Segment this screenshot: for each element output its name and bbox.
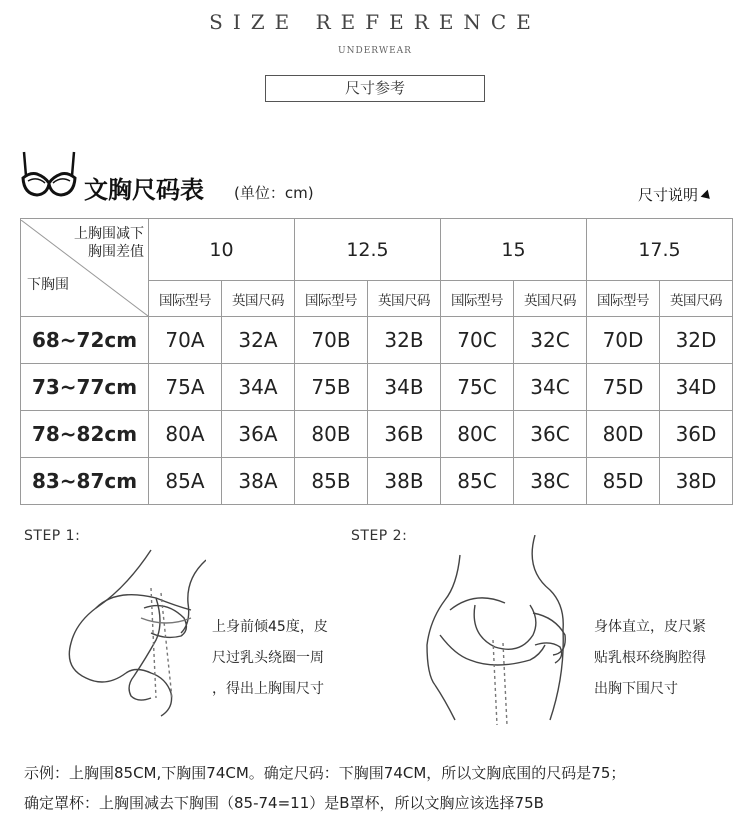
step2-instructions <box>594 612 744 705</box>
size-cell: 75B <box>295 364 368 411</box>
size-note-link[interactable] <box>638 184 712 205</box>
size-cell: 36C <box>514 411 587 458</box>
corner-top-line2: 胸围差值 <box>88 243 144 260</box>
corner-top-line1: 上胸围减下 <box>74 225 144 242</box>
step1-line: 上身前倾45度，皮 <box>212 619 328 635</box>
size-cell: 70B <box>295 317 368 364</box>
step2-line: 身体直立，皮尺紧 <box>594 619 706 635</box>
size-cell: 80D <box>587 411 660 458</box>
size-cell: 38C <box>514 458 587 505</box>
size-cell: 34A <box>222 364 295 411</box>
group-header: 15 <box>441 219 587 281</box>
step1-label: STEP 1: <box>24 528 81 544</box>
size-cell: 70D <box>587 317 660 364</box>
size-cell: 38B <box>368 458 441 505</box>
size-cell: 70A <box>149 317 222 364</box>
table-row <box>21 458 733 505</box>
band-size-cell: 78~82cm <box>21 411 149 458</box>
size-cell: 36B <box>368 411 441 458</box>
size-cell: 85A <box>149 458 222 505</box>
sub-header-uk: 英国尺码 <box>514 281 587 317</box>
size-cell: 32C <box>514 317 587 364</box>
size-cell: 80A <box>149 411 222 458</box>
step2-line: 贴乳根环绕胸腔得 <box>594 650 706 666</box>
table-row <box>21 364 733 411</box>
size-cell: 85B <box>295 458 368 505</box>
bra-icon <box>20 150 78 198</box>
size-cell: 32A <box>222 317 295 364</box>
band-size-cell: 83~87cm <box>21 458 149 505</box>
size-cell: 38A <box>222 458 295 505</box>
size-chart-table <box>20 218 733 505</box>
size-cell: 75A <box>149 364 222 411</box>
sub-header-intl: 国际型号 <box>149 281 222 317</box>
size-cell: 36A <box>222 411 295 458</box>
arrow-icon <box>701 189 714 202</box>
sub-header-intl: 国际型号 <box>587 281 660 317</box>
section-unit: (单位：cm) <box>234 184 314 202</box>
band-size-cell: 68~72cm <box>21 317 149 364</box>
step1-line: ，得出上胸围尺寸 <box>212 681 324 697</box>
step1-line: 尺过乳头绕圈一周 <box>212 650 324 666</box>
size-cell: 80B <box>295 411 368 458</box>
size-cell: 34B <box>368 364 441 411</box>
size-cell: 80C <box>441 411 514 458</box>
size-cell: 34D <box>660 364 733 411</box>
size-cell: 38D <box>660 458 733 505</box>
size-cell: 34C <box>514 364 587 411</box>
size-cell: 75C <box>441 364 514 411</box>
corner-bottom-label: 下胸围 <box>27 276 69 293</box>
sub-header-uk: 英国尺码 <box>660 281 733 317</box>
sub-header-uk: 英国尺码 <box>368 281 441 317</box>
group-header: 10 <box>149 219 295 281</box>
size-reference-label: 尺寸参考 <box>265 75 485 102</box>
sub-header-intl: 国际型号 <box>441 281 514 317</box>
step1-instructions <box>212 612 362 705</box>
header-subtitle: UNDERWEAR <box>338 46 412 56</box>
size-cell: 75D <box>587 364 660 411</box>
sub-header-uk: 英国尺码 <box>222 281 295 317</box>
section-title: 文胸尺码表 <box>84 176 204 204</box>
step2-illustration <box>415 535 590 725</box>
size-cell: 70C <box>441 317 514 364</box>
size-cell: 36D <box>660 411 733 458</box>
step2-label: STEP 2: <box>351 528 408 544</box>
size-cell: 32D <box>660 317 733 364</box>
table-corner-cell <box>21 219 149 317</box>
example-line-1: 示例：上胸围85CM,下胸围74CM。确定尺码：下胸围74CM，所以文胸底围的尺码是75； <box>24 764 626 782</box>
band-size-cell: 73~77cm <box>21 364 149 411</box>
group-header: 17.5 <box>587 219 733 281</box>
sub-header-intl: 国际型号 <box>295 281 368 317</box>
step2-line: 出胸下围尺寸 <box>594 681 678 697</box>
size-cell: 32B <box>368 317 441 364</box>
header-title: SIZE REFERENCE <box>209 10 541 34</box>
group-header: 12.5 <box>295 219 441 281</box>
table-row <box>21 411 733 458</box>
size-cell: 85D <box>587 458 660 505</box>
example-line-2: 确定罩杯：上胸围减去下胸围（85-74=11）是B罩杯，所以文胸应该选择75B <box>24 794 544 812</box>
size-note-label: 尺寸说明 <box>638 186 699 204</box>
table-row <box>21 317 733 364</box>
step1-illustration <box>56 548 206 718</box>
size-cell: 85C <box>441 458 514 505</box>
